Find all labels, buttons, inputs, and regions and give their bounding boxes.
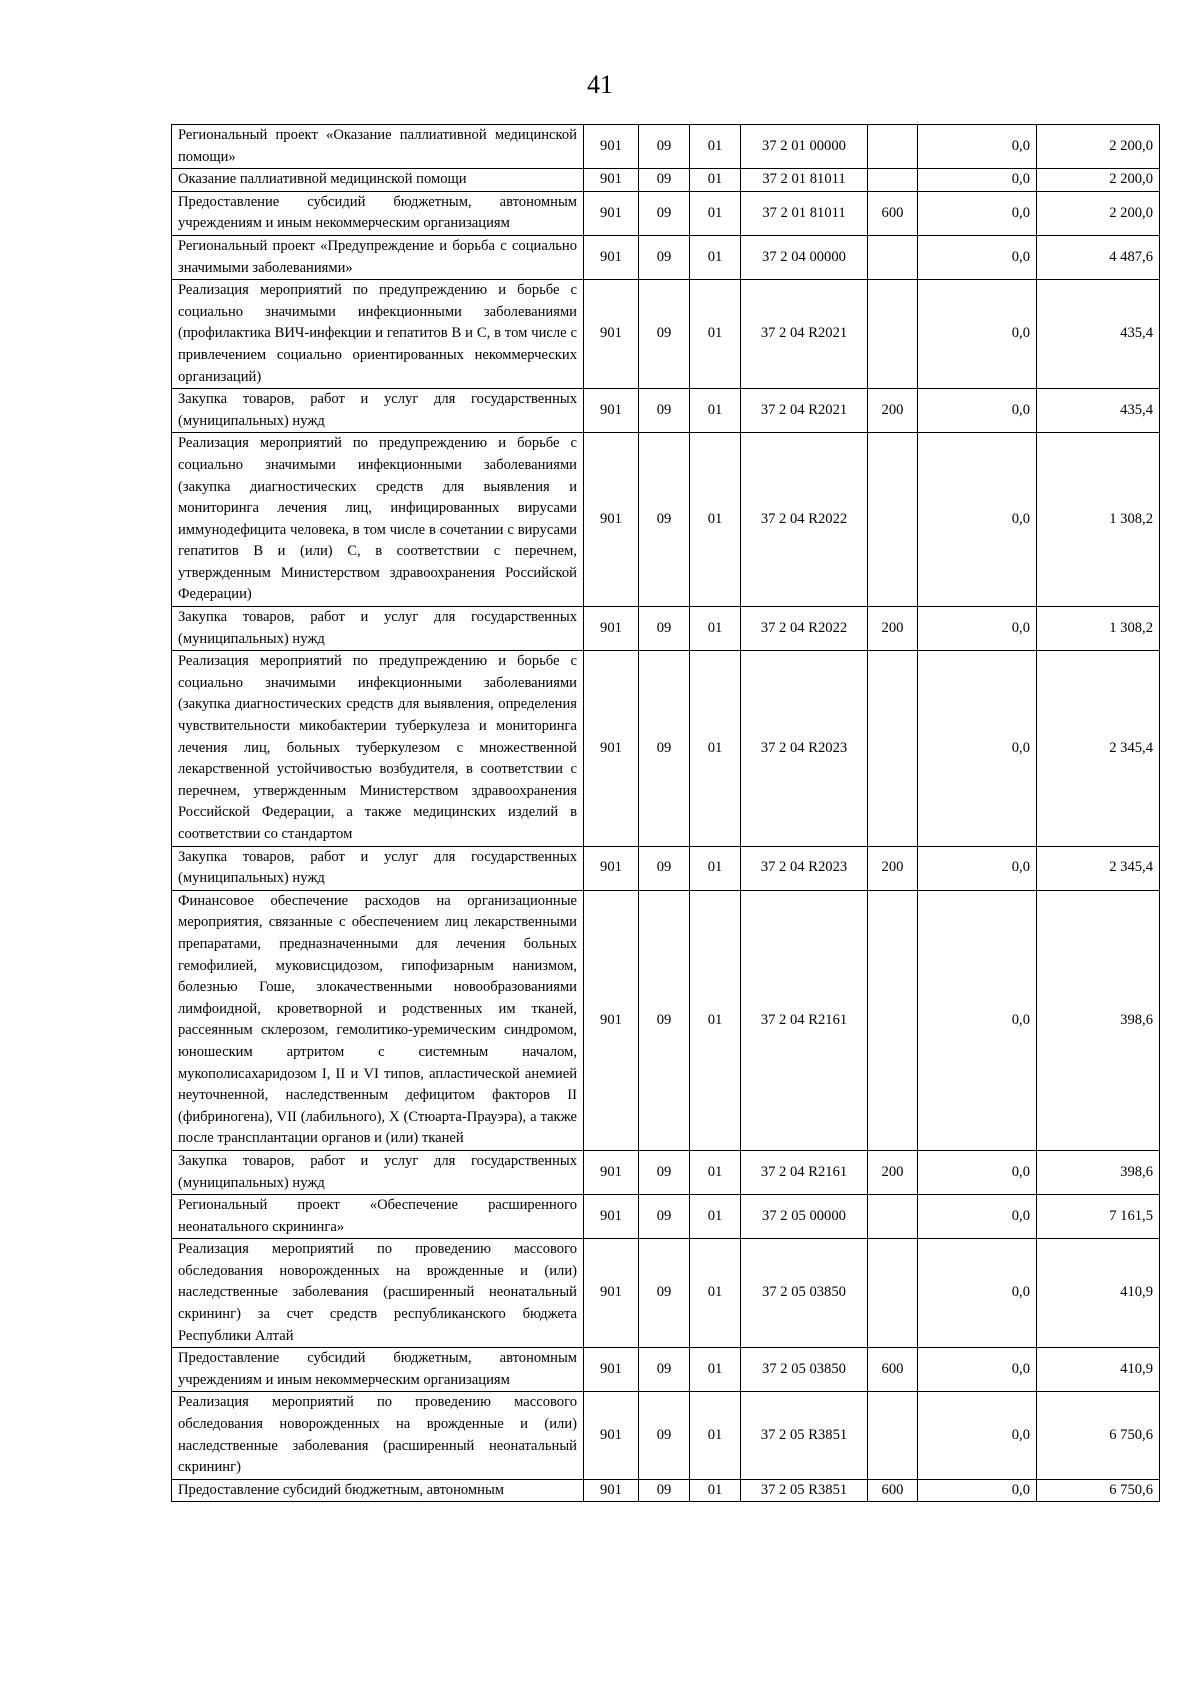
- row-amount-1-cell: 0,0: [918, 389, 1037, 433]
- row-target-article-cell: 37 2 04 R2161: [741, 890, 868, 1150]
- row-expense-type-cell: [868, 890, 918, 1150]
- row-expense-type-cell: 200: [868, 846, 918, 890]
- row-ved-cell: 901: [584, 1239, 639, 1348]
- row-amount-2-cell: 435,4: [1037, 389, 1160, 433]
- row-section-cell: 09: [639, 1150, 690, 1194]
- row-ved-cell: 901: [584, 169, 639, 192]
- table-row: [172, 1195, 1160, 1239]
- row-expense-type-cell: 200: [868, 1150, 918, 1194]
- row-target-article-cell: 37 2 05 03850: [741, 1348, 868, 1392]
- row-target-article-cell: 37 2 01 81011: [741, 191, 868, 235]
- row-section-cell: 09: [639, 389, 690, 433]
- table-row: [172, 846, 1160, 890]
- row-amount-2-cell: 1 308,2: [1037, 607, 1160, 651]
- row-section-cell: 09: [639, 1348, 690, 1392]
- row-target-article-cell: 37 2 04 R2023: [741, 846, 868, 890]
- row-amount-1-cell: 0,0: [918, 235, 1037, 279]
- row-ved-cell: 901: [584, 1479, 639, 1502]
- row-name-cell: Региональный проект «Оказание паллиативной медицинской помощи»: [172, 125, 584, 169]
- row-target-article-cell: 37 2 04 R2022: [741, 607, 868, 651]
- row-subsection-cell: 01: [690, 169, 741, 192]
- row-amount-1-cell: 0,0: [918, 169, 1037, 192]
- table-row: [172, 433, 1160, 607]
- row-subsection-cell: 01: [690, 1195, 741, 1239]
- row-name-cell: Реализация мероприятий по предупреждению и борьбе с социально значимыми инфекционными заболеваниями (закупка диагностических средств для выявления и мониторинга лечения лиц, инфицированных вирусами иммунодефицита человека, в том числе в сочетании с вирусами гепатитов В и (или) С, в соответствии с перечнем, утвержденным Министерством здравоохранения Российской Федерации): [172, 433, 584, 607]
- row-ved-cell: 901: [584, 1195, 639, 1239]
- row-section-cell: 09: [639, 846, 690, 890]
- table-row: [172, 1150, 1160, 1194]
- row-target-article-cell: 37 2 05 00000: [741, 1195, 868, 1239]
- row-amount-1-cell: 0,0: [918, 280, 1037, 389]
- row-section-cell: 09: [639, 1479, 690, 1502]
- row-expense-type-cell: 600: [868, 1479, 918, 1502]
- row-subsection-cell: 01: [690, 235, 741, 279]
- row-ved-cell: 901: [584, 890, 639, 1150]
- row-amount-1-cell: 0,0: [918, 1195, 1037, 1239]
- row-amount-1-cell: 0,0: [918, 125, 1037, 169]
- row-expense-type-cell: [868, 1392, 918, 1479]
- row-section-cell: 09: [639, 890, 690, 1150]
- row-target-article-cell: 37 2 04 R2021: [741, 280, 868, 389]
- row-name-cell: Закупка товаров, работ и услуг для государственных (муниципальных) нужд: [172, 389, 584, 433]
- row-name-cell: Региональный проект «Предупреждение и борьба с социально значимыми заболеваниями»: [172, 235, 584, 279]
- table-row: [172, 125, 1160, 169]
- row-section-cell: 09: [639, 1392, 690, 1479]
- row-subsection-cell: 01: [690, 1392, 741, 1479]
- row-target-article-cell: 37 2 01 81011: [741, 169, 868, 192]
- row-ved-cell: 901: [584, 607, 639, 651]
- row-name-cell: Реализация мероприятий по проведению массового обследования новорожденных на врожденные и (или) наследственные заболевания (расширенный неонатальный скрининг) за счет средств республиканского бюджета Республики Алтай: [172, 1239, 584, 1348]
- row-section-cell: 09: [639, 433, 690, 607]
- row-amount-2-cell: 7 161,5: [1037, 1195, 1160, 1239]
- row-subsection-cell: 01: [690, 389, 741, 433]
- row-subsection-cell: 01: [690, 1239, 741, 1348]
- table-row: [172, 169, 1160, 192]
- row-amount-2-cell: 2 345,4: [1037, 651, 1160, 846]
- row-section-cell: 09: [639, 125, 690, 169]
- table-row: [172, 651, 1160, 846]
- row-name-cell: Предоставление субсидий бюджетным, автономным учреждениям и иным некоммерческим организациям: [172, 1348, 584, 1392]
- row-section-cell: 09: [639, 1195, 690, 1239]
- row-target-article-cell: 37 2 01 00000: [741, 125, 868, 169]
- row-amount-2-cell: 6 750,6: [1037, 1479, 1160, 1502]
- row-amount-1-cell: 0,0: [918, 607, 1037, 651]
- row-ved-cell: 901: [584, 1150, 639, 1194]
- row-subsection-cell: 01: [690, 607, 741, 651]
- row-ved-cell: 901: [584, 651, 639, 846]
- row-name-cell: Реализация мероприятий по проведению массового обследования новорожденных на врожденные и (или) наследственные заболевания (расширенный неонатальный скрининг): [172, 1392, 584, 1479]
- table-row: [172, 1239, 1160, 1348]
- row-amount-2-cell: 2 200,0: [1037, 191, 1160, 235]
- row-amount-2-cell: 6 750,6: [1037, 1392, 1160, 1479]
- table-row: [172, 1348, 1160, 1392]
- row-name-cell: Закупка товаров, работ и услуг для государственных (муниципальных) нужд: [172, 1150, 584, 1194]
- table-row: [172, 1392, 1160, 1479]
- table-row: [172, 1479, 1160, 1502]
- row-expense-type-cell: [868, 125, 918, 169]
- row-target-article-cell: 37 2 05 03850: [741, 1239, 868, 1348]
- table-row: [172, 389, 1160, 433]
- row-amount-2-cell: 2 200,0: [1037, 125, 1160, 169]
- row-section-cell: 09: [639, 651, 690, 846]
- row-expense-type-cell: 600: [868, 191, 918, 235]
- row-ved-cell: 901: [584, 1348, 639, 1392]
- table-row: [172, 890, 1160, 1150]
- row-subsection-cell: 01: [690, 890, 741, 1150]
- row-expense-type-cell: [868, 433, 918, 607]
- row-amount-1-cell: 0,0: [918, 846, 1037, 890]
- row-name-cell: Оказание паллиативной медицинской помощи: [172, 169, 584, 192]
- row-target-article-cell: 37 2 04 R2021: [741, 389, 868, 433]
- row-amount-2-cell: 2 345,4: [1037, 846, 1160, 890]
- row-ved-cell: 901: [584, 433, 639, 607]
- row-name-cell: Закупка товаров, работ и услуг для государственных (муниципальных) нужд: [172, 846, 584, 890]
- row-expense-type-cell: 600: [868, 1348, 918, 1392]
- table-row: [172, 607, 1160, 651]
- row-expense-type-cell: [868, 651, 918, 846]
- table-row: [172, 191, 1160, 235]
- row-name-cell: Предоставление субсидий бюджетным, автономным: [172, 1479, 584, 1502]
- row-expense-type-cell: [868, 235, 918, 279]
- row-subsection-cell: 01: [690, 1479, 741, 1502]
- row-expense-type-cell: [868, 1239, 918, 1348]
- table-row: [172, 235, 1160, 279]
- row-target-article-cell: 37 2 04 R2023: [741, 651, 868, 846]
- row-name-cell: Финансовое обеспечение расходов на организационные мероприятия, связанные с обеспечением лиц лекарственными препаратами, предназначенными для лечения больных гемофилией, муковисцидозом, гипофизарным нанизмом, болезнью Гоше, злокачественными новообразованиями лимфоидной, кроветворной и родственных им тканей, рассеянным склерозом, гемолитико-уремическим синдромом, юношеским артритом с системным началом, мукополисахаридозом I, II и VI типов, апластической анемией неуточненной, наследственным дефицитом факторов II (фибриногена), VII (лабильного), X (Стюарта-Прауэра), а также после трансплантации органов и (или) тканей: [172, 890, 584, 1150]
- row-target-article-cell: 37 2 05 R3851: [741, 1392, 868, 1479]
- row-target-article-cell: 37 2 05 R3851: [741, 1479, 868, 1502]
- row-subsection-cell: 01: [690, 280, 741, 389]
- row-ved-cell: 901: [584, 1392, 639, 1479]
- row-target-article-cell: 37 2 04 R2161: [741, 1150, 868, 1194]
- row-name-cell: Региональный проект «Обеспечение расширенного неонатального скрининга»: [172, 1195, 584, 1239]
- row-amount-2-cell: 4 487,6: [1037, 235, 1160, 279]
- row-section-cell: 09: [639, 191, 690, 235]
- row-ved-cell: 901: [584, 191, 639, 235]
- budget-table-body: [172, 125, 1160, 1502]
- row-section-cell: 09: [639, 607, 690, 651]
- row-expense-type-cell: 200: [868, 389, 918, 433]
- row-amount-1-cell: 0,0: [918, 433, 1037, 607]
- row-amount-2-cell: 398,6: [1037, 890, 1160, 1150]
- table-row: [172, 280, 1160, 389]
- row-ved-cell: 901: [584, 389, 639, 433]
- row-name-cell: Реализация мероприятий по предупреждению и борьбе с социально значимыми инфекционными заболеваниями (профилактика ВИЧ-инфекции и гепатитов В и С, в том числе с привлечением социально ориентированных некоммерческих организаций): [172, 280, 584, 389]
- row-amount-1-cell: 0,0: [918, 1392, 1037, 1479]
- row-amount-2-cell: 2 200,0: [1037, 169, 1160, 192]
- row-expense-type-cell: 200: [868, 607, 918, 651]
- row-ved-cell: 901: [584, 280, 639, 389]
- row-ved-cell: 901: [584, 125, 639, 169]
- row-amount-1-cell: 0,0: [918, 1150, 1037, 1194]
- budget-table: [171, 124, 1160, 1502]
- row-amount-2-cell: 435,4: [1037, 280, 1160, 389]
- row-amount-2-cell: 410,9: [1037, 1239, 1160, 1348]
- row-section-cell: 09: [639, 169, 690, 192]
- row-amount-1-cell: 0,0: [918, 651, 1037, 846]
- row-expense-type-cell: [868, 280, 918, 389]
- page-number: 41: [587, 70, 613, 99]
- row-subsection-cell: 01: [690, 433, 741, 607]
- row-section-cell: 09: [639, 280, 690, 389]
- row-amount-2-cell: 1 308,2: [1037, 433, 1160, 607]
- row-subsection-cell: 01: [690, 191, 741, 235]
- row-amount-1-cell: 0,0: [918, 1479, 1037, 1502]
- row-amount-2-cell: 398,6: [1037, 1150, 1160, 1194]
- row-subsection-cell: 01: [690, 651, 741, 846]
- row-expense-type-cell: [868, 1195, 918, 1239]
- row-amount-1-cell: 0,0: [918, 191, 1037, 235]
- row-amount-1-cell: 0,0: [918, 890, 1037, 1150]
- row-amount-2-cell: 410,9: [1037, 1348, 1160, 1392]
- row-subsection-cell: 01: [690, 846, 741, 890]
- row-name-cell: Предоставление субсидий бюджетным, автономным учреждениям и иным некоммерческим организациям: [172, 191, 584, 235]
- row-amount-1-cell: 0,0: [918, 1239, 1037, 1348]
- row-subsection-cell: 01: [690, 125, 741, 169]
- row-subsection-cell: 01: [690, 1348, 741, 1392]
- row-subsection-cell: 01: [690, 1150, 741, 1194]
- row-name-cell: Реализация мероприятий по предупреждению и борьбе с социально значимыми инфекционными заболеваниями (закупка диагностических средств для выявления, определения чувствительности микобактерии туберкулеза и мониторинга лечения лиц, больных туберкулезом с множественной лекарственной устойчивостью возбудителя, в соответствии с перечнем, утвержденным Министерством здравоохранения Российской Федерации, а также медицинских изделий в соответствии со стандартом: [172, 651, 584, 846]
- row-target-article-cell: 37 2 04 R2022: [741, 433, 868, 607]
- row-section-cell: 09: [639, 1239, 690, 1348]
- row-name-cell: Закупка товаров, работ и услуг для государственных (муниципальных) нужд: [172, 607, 584, 651]
- row-section-cell: 09: [639, 235, 690, 279]
- row-ved-cell: 901: [584, 235, 639, 279]
- row-amount-1-cell: 0,0: [918, 1348, 1037, 1392]
- row-expense-type-cell: [868, 169, 918, 192]
- row-target-article-cell: 37 2 04 00000: [741, 235, 868, 279]
- row-ved-cell: 901: [584, 846, 639, 890]
